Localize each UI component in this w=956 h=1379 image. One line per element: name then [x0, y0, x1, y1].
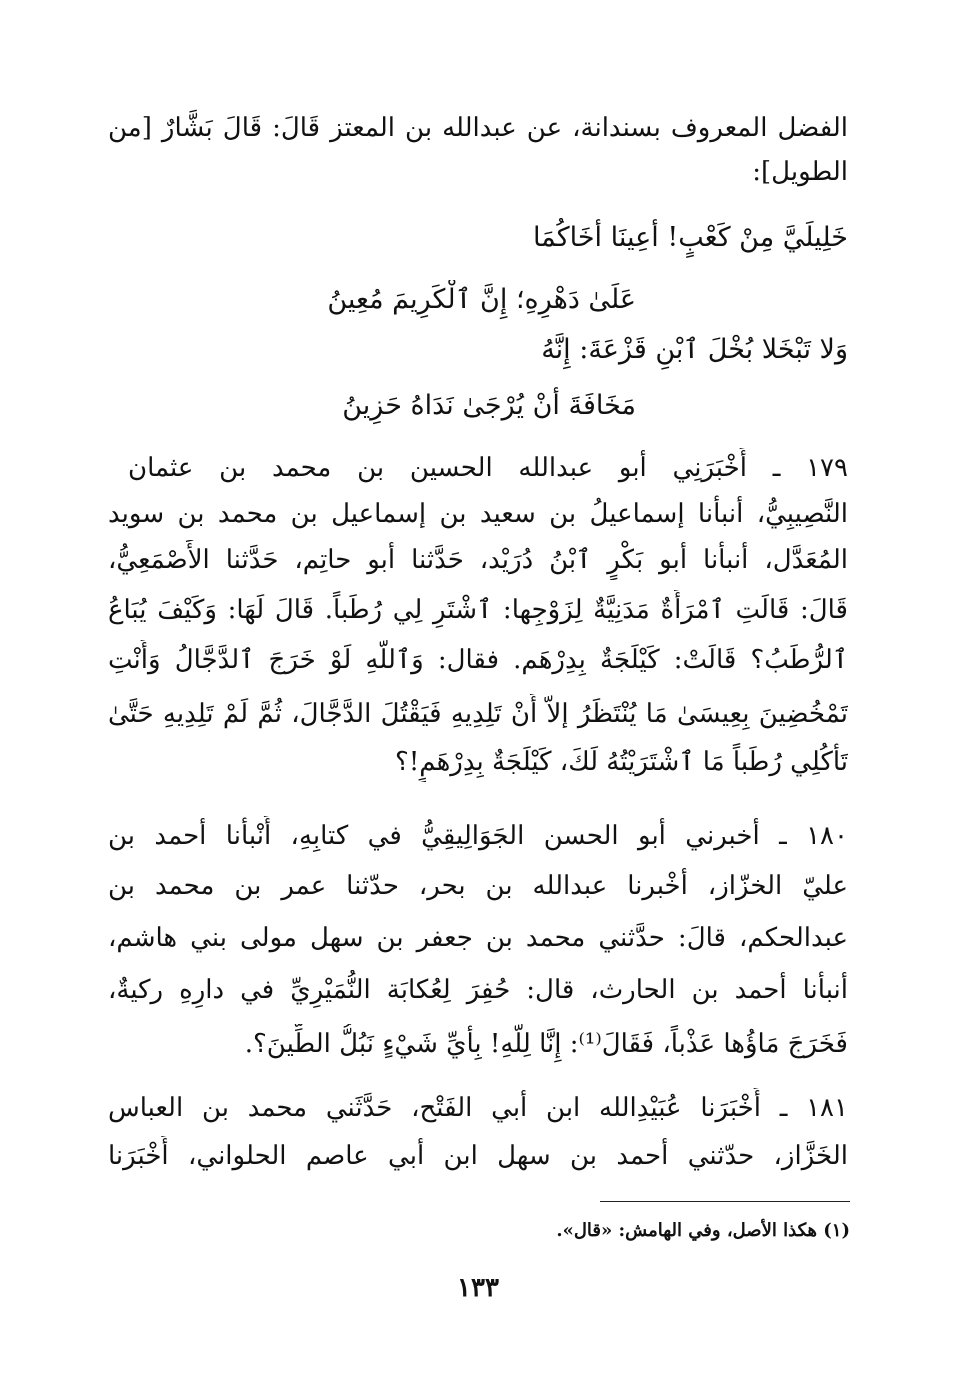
entry-179-line-1: ١٧٩ ـ أَخْبَرَنِي أبو عبدالله الحسين بن محمد بن عثمان — [128, 453, 848, 483]
entry-179-line-5: ٱلرُّطَبُ؟ قَالَتْ: كَيْلَجَةٌ بِدِرْهَم. فقال: وَٱللَّهِ لَوْ خَرَجَ ٱلدَّجَّالُ وَأَنْتِ — [108, 645, 848, 675]
entry-180-line-2: عليّ الخزّاز، أخْبرنا عبدالله بن بحر، حدّثنا عمر بن محمد بن — [108, 871, 848, 901]
page-number: ١٣٣ — [457, 1273, 499, 1303]
entry-179-line-2: النَّصِيبِيُّ، أنبأنا إسماعيلُ بن سعيد بن إسماعيل بن محمد بن سويد — [108, 499, 848, 529]
entry-180-line-5: فَخَرَجَ مَاؤُها عَذْباً، فَقَالَ⁽¹⁾: إِنَّا لِلَّهِ! بِأَيِّ شَيْءٍ نَبُلُّ الطِّينَ؟. — [244, 1029, 848, 1059]
footnote: (١) هكذا الأصل، وفي الهامش: «قال». — [556, 1220, 850, 1241]
entry-181-line-1: ١٨١ ـ أَخْبَرَنا عُبَيْدِالله ابن أبي الفَتْح، حَدَّثَني محمد بن العباس — [108, 1093, 848, 1123]
entry-179-line-3: المُعَدَّل، أنبأنا أبو بَكْرٍ ٱبْنُ دُرَيْد، حَدَّثنا أبو حاتِم، حَدَّثنا الأَصْمَعِيُّ، — [108, 545, 848, 575]
entry-180-line-3: عبدالحكم، قالَ: حدَّثني محمد بن جعفر بن سهل مولى بني هاشم، — [108, 923, 848, 953]
entry-180-line-1: ١٨٠ ـ أخبرني أبو الحسن الجَوَالِيقِيُّ في كتابِهِ، أَنْبأَنا أحمد بن — [108, 821, 848, 851]
poem-verse-1: خَلِيلَيَّ مِنْ كَعْبٍ! أَعِينَا أَخَاكُمَا — [532, 222, 848, 253]
poem-verse-3: وَلا تَبْخَلا بُخْلَ ٱبْنِ قَزْعَةَ: إِنَّهُ — [541, 334, 848, 365]
intro-line-1: الفضل المعروف بسندانة، عن عبدالله بن المعتز قَالَ: قَالَ بَشَّارٌ [من — [108, 113, 848, 143]
entry-179-line-4: قَالَ: قَالَتِ ٱمْرَأَةٌ مَدَنِيَّةٌ لِزَوْجِها: ٱشْتَرِ لِي رُطَباً. قَالَ لَهَا: وَكَيْفَ يُبَاعُ — [108, 595, 848, 625]
entry-179-line-7: تَأْكُلِي رُطَباً مَا ٱشْتَرَيْتُهُ لَكَ، كَيْلَجَةٌ بِدِرْهَمٍ!؟ — [395, 747, 848, 777]
entry-180-line-4: أنبأنا أحمد بن الحارث، قال: حُفِرَ لِعُكابَة النُّمَيْرِيِّ في دارِهِ ركيةٌ، — [108, 975, 848, 1005]
intro-line-2: الطويل]: — [752, 157, 848, 187]
entry-179-line-6: تَمْخُضِينَ بِعِيسَىٰ مَا يُنْتَظَرُ إلاّ أَنْ تَلِدِيهِ فَيَقْتُلَ الدَّجَّالَ، ثُمَّ لَمْ تَلِدِيهِ حَتَّىٰ — [108, 699, 848, 729]
footnote-divider — [600, 1201, 850, 1202]
poem-verse-2: عَلَىٰ دَهْرِهِ؛ إِنَّ ٱلْكَرِيمَ مُعِينُ — [327, 284, 636, 315]
entry-181-line-2: الخَزَّاز، حدّثني أحمد بن سهل ابن أبي عاصم الحلواني، أَخْبَرَنا — [108, 1141, 848, 1171]
poem-verse-4: مَخَافَةَ أَنْ يُرْجَىٰ نَدَاهُ حَزِينُ — [342, 390, 636, 421]
